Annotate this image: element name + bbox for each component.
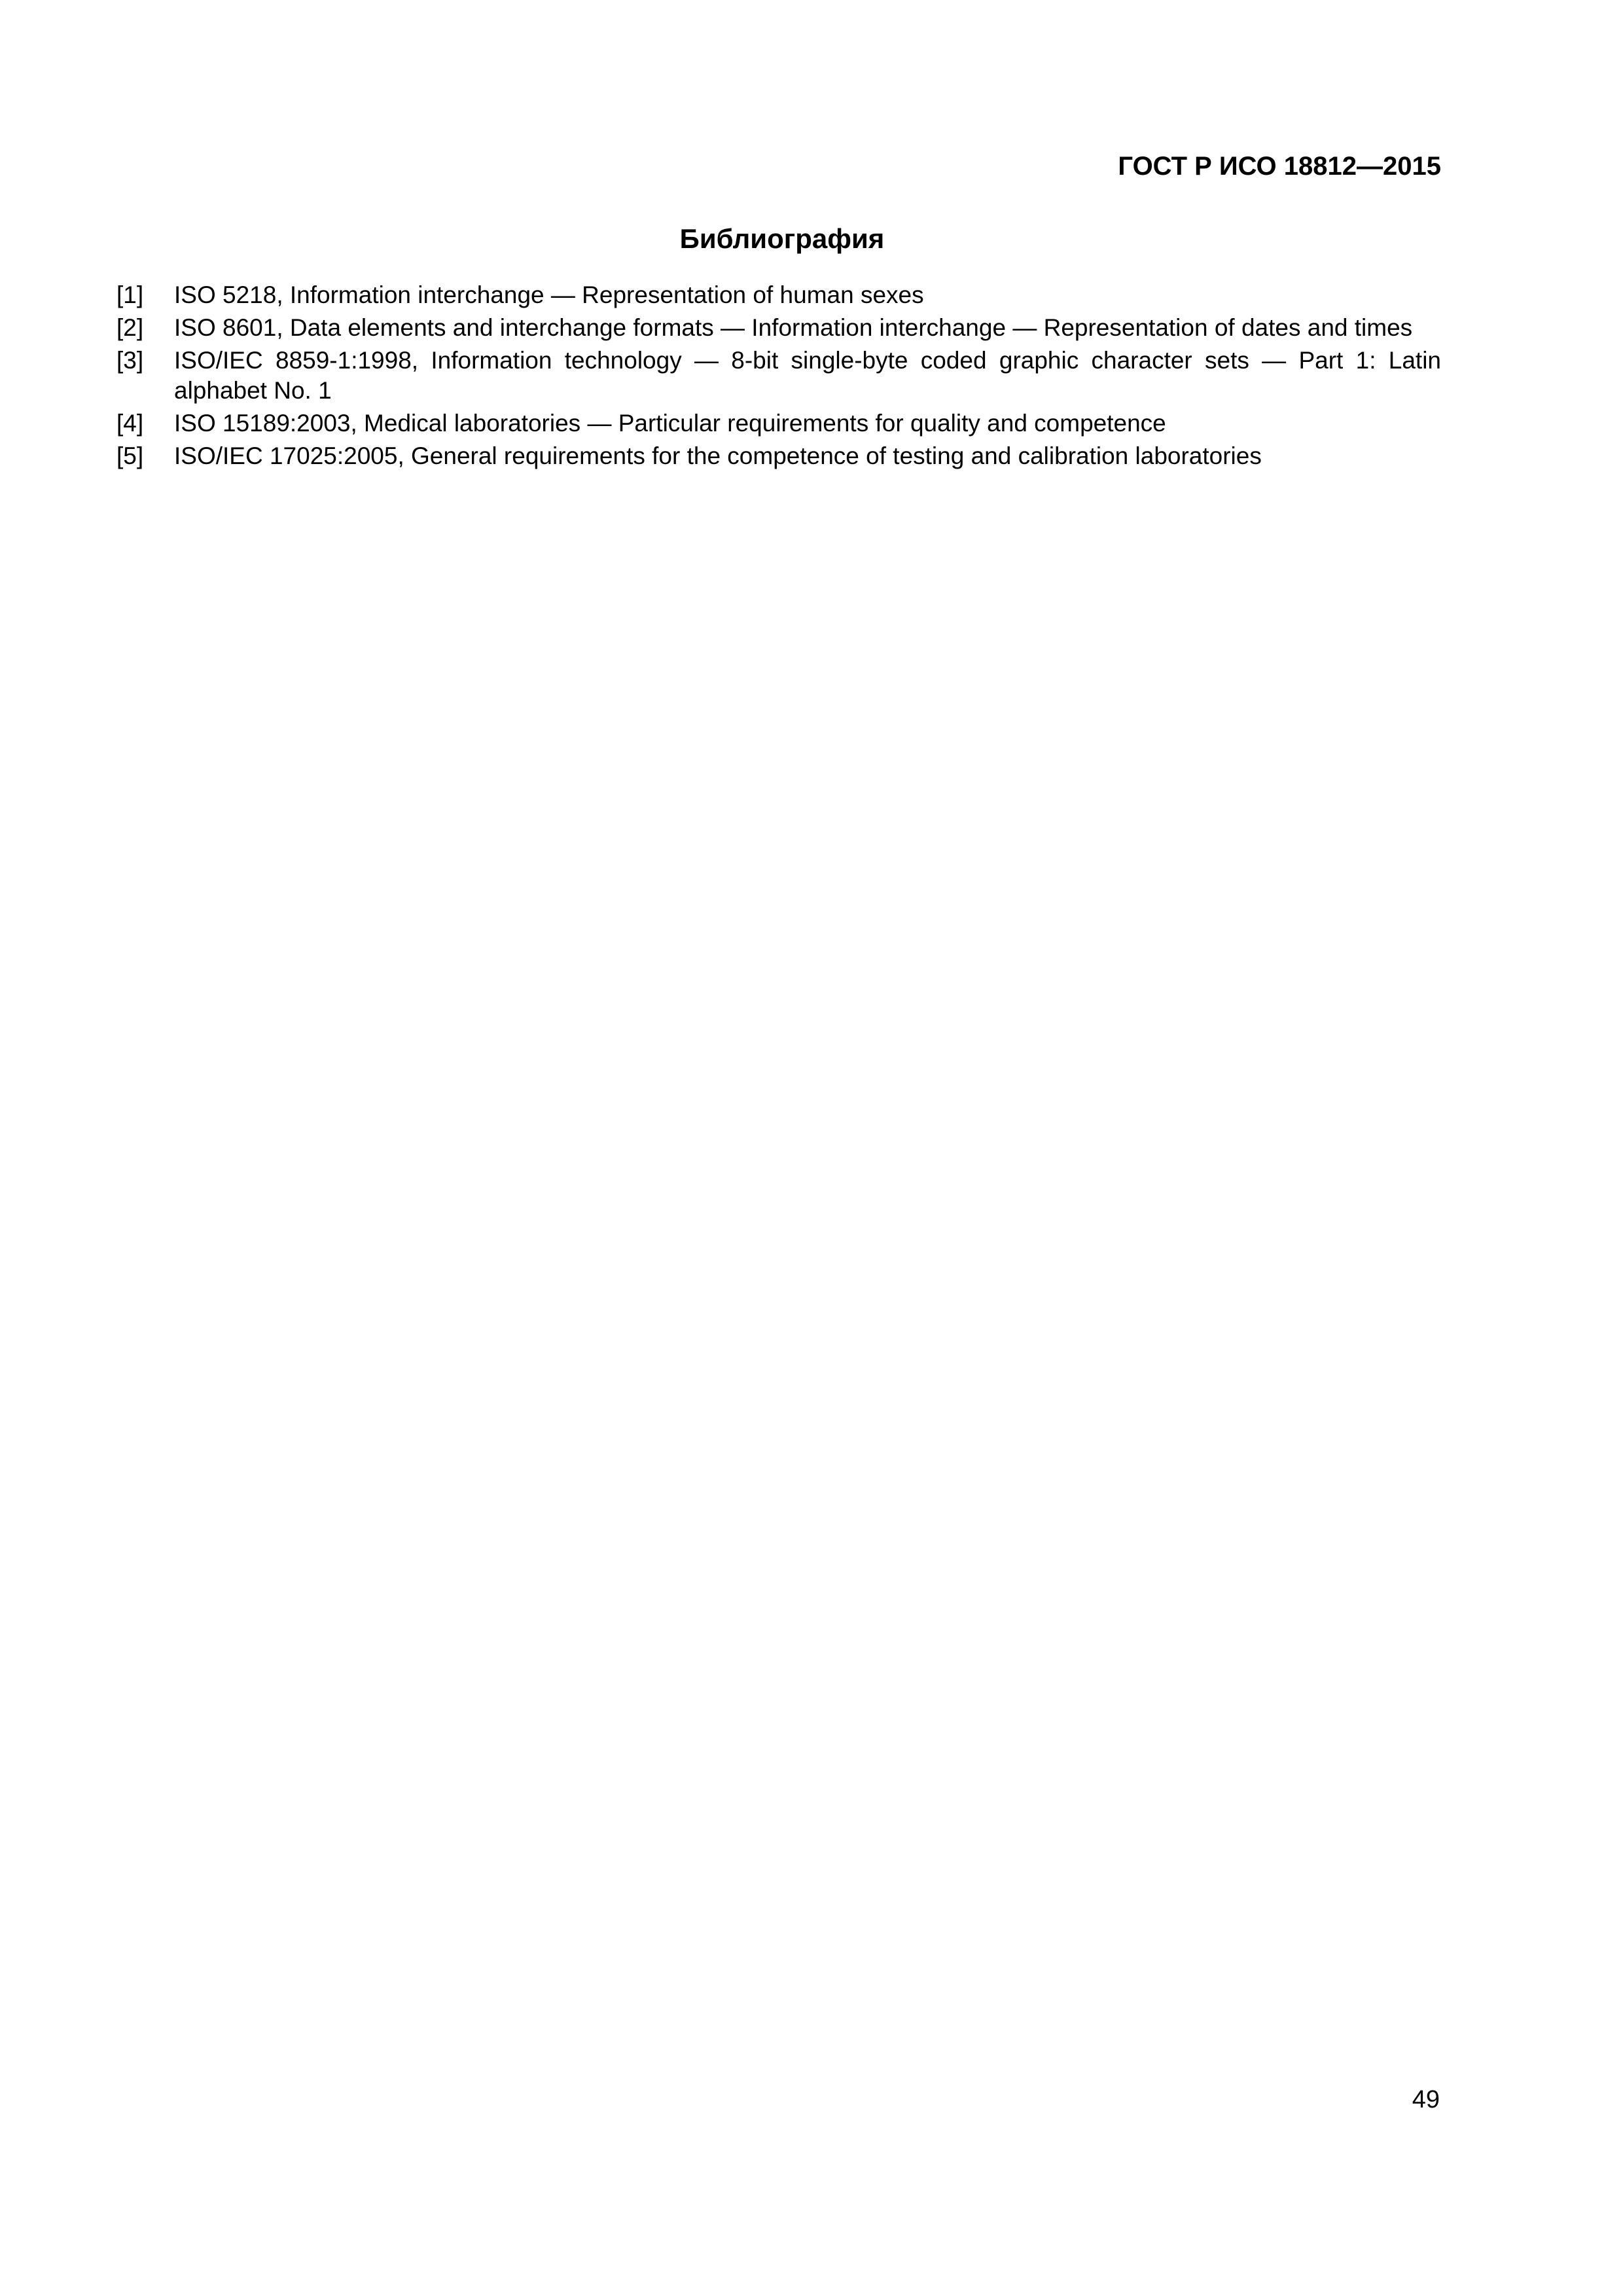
bibliography-item-number: [1]	[116, 281, 144, 308]
bibliography-title: Библиография	[679, 223, 885, 254]
bibliography-item-number: [4]	[116, 410, 144, 437]
page-number: 49	[1412, 2086, 1440, 2113]
bibliography-item-3	[116, 346, 1441, 406]
bibliography-item-1	[116, 280, 1441, 310]
bibliography-item-text: ISO 8601, Data elements and interchange formats — Information interchange — Representation of dates and times	[174, 314, 1413, 341]
bibliography-list	[116, 280, 1441, 474]
bibliography-item-number: [5]	[116, 442, 144, 469]
bibliography-item-4	[116, 408, 1441, 439]
bibliography-item-5	[116, 441, 1441, 471]
bibliography-item-text: ISO/IEC 17025:2005, General requirements for the competence of testing and calibration laboratories	[174, 442, 1262, 469]
bibliography-item-number: [2]	[116, 314, 144, 341]
bibliography-item-2	[116, 313, 1441, 343]
bibliography-item-number: [3]	[116, 347, 144, 374]
bibliography-item-text: ISO 15189:2003, Medical laboratories — Particular requirements for quality and competence	[174, 410, 1166, 437]
bibliography-item-text: ISO/IEC 8859-1:1998, Information technology — 8-bit single-byte coded graphic character sets — Part 1: Latin alphabet No. 1	[174, 347, 1441, 404]
bibliography-item-text: ISO 5218, Information interchange — Representation of human sexes	[174, 281, 924, 308]
document-code-header: ГОСТ Р ИСО 18812—2015	[1118, 152, 1441, 181]
